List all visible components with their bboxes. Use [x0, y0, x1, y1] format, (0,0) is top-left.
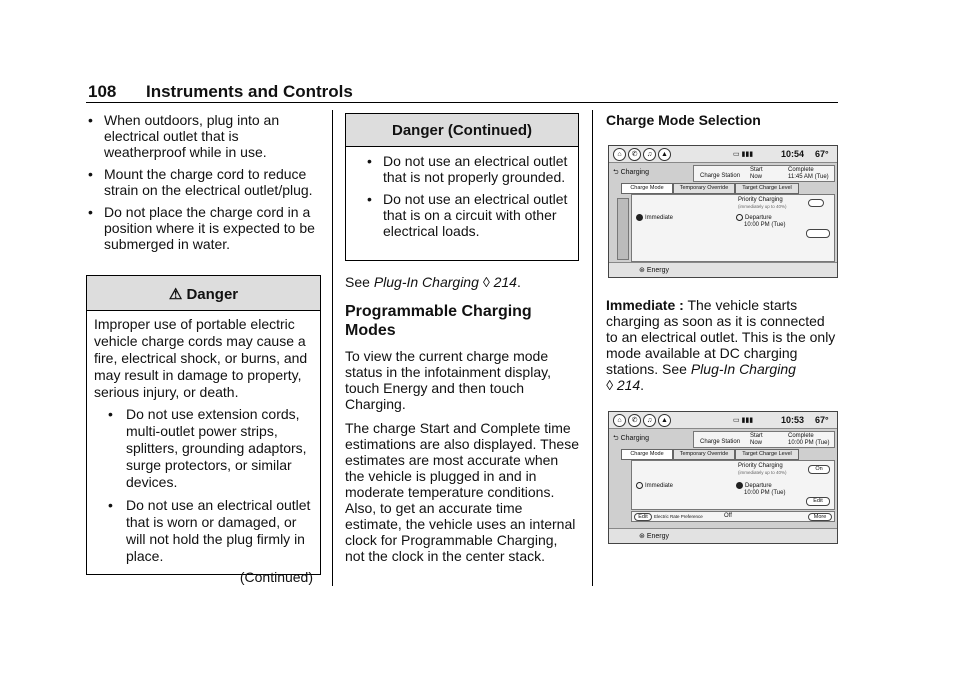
energy-button[interactable]: ⊛ Energy	[639, 267, 669, 274]
header-rule	[86, 102, 838, 103]
infotainment-screen-2	[608, 411, 838, 544]
climate-bar	[609, 528, 837, 543]
page-number: 108	[88, 82, 117, 101]
section-heading: Programmable Charging Modes	[345, 303, 532, 339]
column-2	[345, 274, 579, 564]
home-icon[interactable]: ⌂	[613, 148, 626, 161]
signal-icon: ▭ ▮▮▮	[733, 151, 754, 158]
mode-panel: Priority Charging (immediately up to 40%) Immediate Departure 10:00 PM (Tue)	[631, 194, 835, 262]
climate-bar	[609, 262, 837, 277]
list-item: • Do not use extension cords, multi-outlet power strips, splitters, grounding adaptors, surge protectors, or similar devices.	[108, 406, 307, 490]
edit-button[interactable]: Edit	[806, 497, 830, 506]
immediate-description: Immediate : The vehicle starts charging as soon as it is connected to an electrical outlet. This is the only mode available at DC charging stations. See Plug-In Charging ◊ 214.	[606, 297, 836, 393]
scroll-bar[interactable]	[617, 198, 629, 260]
status-bar	[609, 146, 837, 163]
danger-header: ⚠ Danger	[87, 276, 320, 311]
list-item: • Mount the charge cord to reduce strain on the electrical outlet/plug.	[88, 166, 313, 198]
column-divider	[592, 110, 593, 586]
immediate-option[interactable]: Immediate	[636, 482, 673, 489]
tab-temporary-override[interactable]: Temporary Override	[673, 183, 735, 194]
list-item: • Do not use an electrical outlet that is not properly grounded.	[367, 153, 568, 185]
rate-preference-row: Edit Electric Rate Preference Off More	[631, 511, 835, 522]
danger-box	[86, 275, 321, 585]
subheading: Charge Mode Selection	[606, 112, 761, 128]
priority-toggle[interactable]	[808, 199, 824, 207]
list-item: • Do not use an electrical outlet that is on a circuit with other electrical loads.	[367, 191, 568, 239]
list-item: • Do not place the charge cord in a position where it is expected to be submerged in water.	[88, 204, 315, 252]
warning-icon: ⚠	[168, 286, 183, 303]
danger-intro: Improper use of portable electric vehicle charge cords may cause a fire, electrical shock, or burns, and may result in damage to property, serious injury, or death.	[94, 316, 308, 400]
priority-toggle[interactable]: On	[808, 465, 830, 474]
column-3	[606, 112, 838, 128]
tab-charge-mode[interactable]: Charge Mode	[621, 183, 673, 194]
phone-icon[interactable]: ✆	[628, 414, 641, 427]
edit-button[interactable]	[806, 229, 830, 238]
danger-continued-box	[345, 113, 579, 261]
mode-panel: Priority Charging (immediately up to 40%) On Immediate Departure 10:00 PM (Tue) Edit	[631, 460, 835, 510]
signal-icon: ▭ ▮▮▮	[733, 417, 754, 424]
infotainment-screen-1	[608, 145, 838, 278]
cross-reference-link[interactable]: Plug-In Charging	[373, 274, 479, 290]
charge-status-panel: Charge Station Start Now Complete 10:00 PM (Tue)	[693, 431, 835, 448]
column-divider	[332, 110, 333, 586]
tab-temporary-override[interactable]: Temporary Override	[673, 449, 735, 460]
nav-icon[interactable]: ▲	[658, 414, 671, 427]
continued-label: (Continued)	[239, 569, 313, 585]
danger-continued-header: Danger (Continued)	[346, 114, 578, 147]
see-reference: See Plug-In Charging ◊ 214.	[345, 274, 521, 290]
departure-option[interactable]: Departure	[736, 482, 772, 489]
temperature: 67°	[815, 415, 829, 425]
charge-status-panel: Charge Station Start Now Complete 11:45 AM (Tue)	[693, 165, 835, 182]
paragraph: To view the current charge mode status in the infotainment display, touch Energy and then touch Charging.	[345, 348, 551, 412]
list-item: • When outdoors, plug into an electrical outlet that is weatherproof while in use.	[88, 112, 280, 160]
back-button[interactable]: ⮌ Charging	[613, 435, 649, 442]
more-button[interactable]: More	[808, 513, 832, 521]
clock: 10:54	[781, 149, 805, 159]
status-bar	[609, 412, 837, 429]
page-ref-icon: ◊	[606, 377, 613, 393]
tab-target-charge-level[interactable]: Target Charge Level	[735, 449, 799, 460]
temperature: 67°	[815, 149, 829, 159]
page-title: Instruments and Controls	[146, 82, 353, 101]
cross-reference-link[interactable]: Plug-In Charging	[690, 361, 796, 377]
paragraph: The charge Start and Complete time estimations are also displayed. These estimates are most accurate when the vehicle is plugged in and in moderate temperature conditions. Also, to get an accurate time estimate, the vehicle uses an internal clock for Programmable Charging, not the clock in the center stack.	[345, 420, 579, 564]
energy-button[interactable]: ⊛ Energy	[639, 533, 669, 540]
page-ref-icon: ◊	[482, 274, 490, 290]
rate-edit-button[interactable]: Edit	[634, 513, 652, 521]
nav-icon[interactable]: ▲	[658, 148, 671, 161]
list-item: • Do not use an electrical outlet that is worn or damaged, or will not hold the plug firmly in place.	[108, 497, 311, 564]
phone-icon[interactable]: ✆	[628, 148, 641, 161]
immediate-option[interactable]: Immediate	[636, 214, 673, 221]
clock: 10:53	[781, 415, 805, 425]
column-1	[86, 112, 322, 258]
departure-option[interactable]: Departure	[736, 214, 772, 221]
music-icon[interactable]: ♫	[643, 414, 656, 427]
tab-charge-mode[interactable]: Charge Mode	[621, 449, 673, 460]
back-button[interactable]: ⮌ Charging	[613, 169, 649, 176]
home-icon[interactable]: ⌂	[613, 414, 626, 427]
music-icon[interactable]: ♫	[643, 148, 656, 161]
tab-target-charge-level[interactable]: Target Charge Level	[735, 183, 799, 194]
